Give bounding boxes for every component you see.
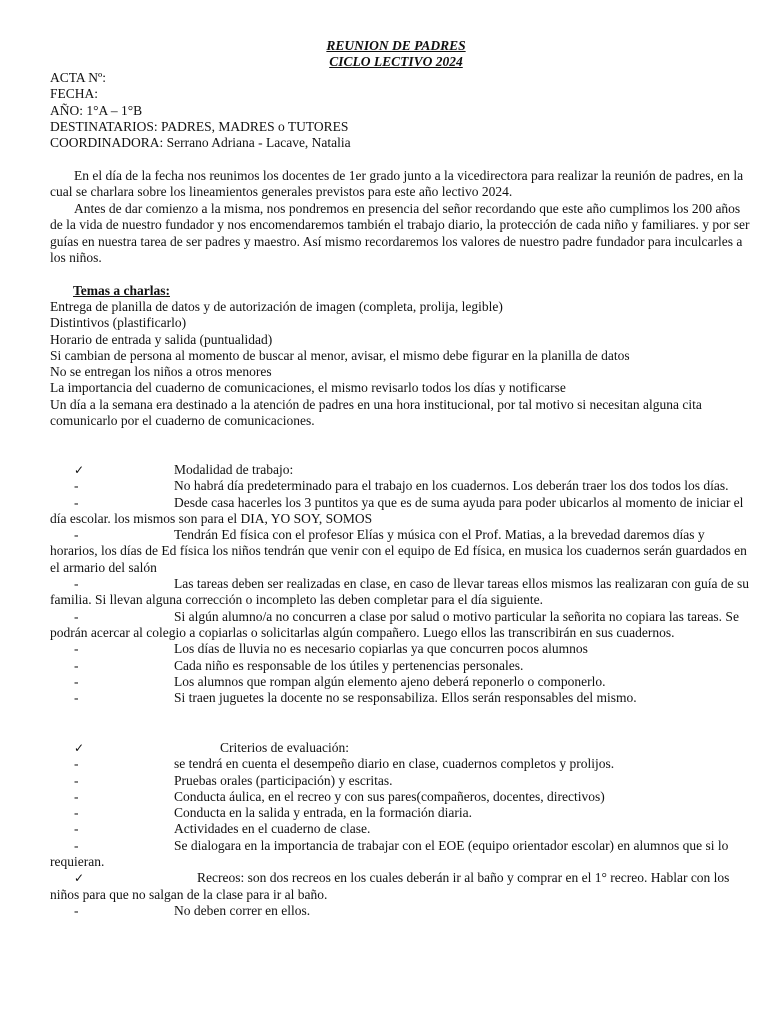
list-item: - se tendrá en cuenta el desempeño diario en clase, cuadernos completos y prolijos. [74,756,615,772]
dash-bullet: - [74,657,79,673]
recreos-row [50,870,750,903]
list-item: - Tendrán Ed física con el profesor Elías y música con el Prof. Matias, a la brevedad daremos días y horarios, los días de Ed física los niños tendrán que venir con el equipo de Ed física, en musica los cuadernos serán guardados en el armario del salón [50,527,747,575]
list-item: - Desde casa hacerles los 3 puntitos ya que es de suma ayuda para poder ubicarlos al momento de iniciar el día escolar. los mismos son para el DIA, YO SOY, SOMOS [50,494,744,526]
dash-bullet: - [74,690,79,706]
list-item: Entrega de planilla de datos y de autorización de imagen (completa, prolija, legible) [50,299,503,314]
dash-bullet: - [74,821,79,837]
list-item: - Si traen juguetes la docente no se responsabiliza. Ellos serán responsables del mismo. [74,690,637,706]
coordinators: COORDINADORA: Serrano Adriana - Lacave, Natalia [50,135,351,151]
modalidad-heading: Modalidad de trabajo: [174,462,294,477]
list-item: No se entregan los niños a otros menores [50,364,272,380]
check-mark-icon: ✓ [74,871,85,886]
list-item: - No deben correr en ellos. [74,902,311,918]
criterios-section [50,740,750,919]
grade-year: AÑO: 1°A – 1°B [50,102,143,118]
section-heading-row [50,462,750,478]
section-heading-row [50,740,750,756]
list-item: Si cambian de persona al momento de buscar al menor, avisar, el mismo debe figurar en la planilla de datos [50,347,630,363]
criterios-heading: Criterios de evaluación: [220,740,349,755]
intro-paragraph-2: Antes de dar comienzo a la misma, nos pondremos en presencia del señor recordando que este año cumplimos los 200 años de la vida de nuestro fundador y nos encomendaremos también el trabajo diario, la protección de cada niño y familiares. y por ser guías en nuestra tarea de ser padres y maestro. Así mismo recordaremos los valores de nuestro padre fundador para inculcarles a los niños. [50,201,750,265]
list-item: - Conducta en la salida y entrada, en la formación diaria. [74,805,473,821]
list-item: - Se dialogara en la importancia de trabajar con el EOE (equipo orientador escolar) en alumnos que si lo requieran. [50,837,729,870]
dash-bullet: - [74,527,79,543]
dash-bullet: - [74,608,79,624]
topics-heading: Temas a charlas: [73,283,170,298]
list-item: Horario de entrada y salida (puntualidad) [50,331,273,347]
dash-bullet: - [74,837,79,853]
recreos-text: Recreos: son dos recreos en los cuales deberán ir al baño y comprar en el 1° recreo. Hablar con los niños para que no salgan de la clase para ir al baño. [50,870,730,902]
list-item: - Actividades en el cuaderno de clase. [74,821,371,837]
list-item: Distintivos (plastificarlo) [50,315,187,331]
topics-list [50,299,750,429]
list-item: Un día a la semana era destinado a la atención de padres en una hora institucional, por tal motivo si necesitan alguna cita comunicarlo por el cuaderno de comunicaciones. [50,396,702,429]
acta-number: ACTA Nº: [50,70,106,85]
list-item: - Conducta áulica, en el recreo y con sus pares(compañeros, docentes, directivos) [74,788,605,804]
dash-bullet: - [74,772,79,788]
dash-bullet: - [74,576,79,592]
meeting-date: FECHA: [50,86,99,102]
dash-bullet: - [74,478,79,494]
list-item: - No habrá día predeterminado para el trabajo en los cuadernos. Los deberán traer los dos todos los días. [74,478,729,494]
dash-bullet: - [74,902,79,918]
dash-bullet: - [74,494,79,510]
modalidad-section [50,462,750,706]
list-item: La importancia del cuaderno de comunicaciones, el mismo revisarlo todos los días y notificarse [50,380,566,396]
dash-bullet: - [74,673,79,689]
list-item: - Los alumnos que rompan algún elemento ajeno deberá reponerlo o componerlo. [74,673,606,689]
check-mark-icon: ✓ [74,741,85,755]
recipients: DESTINATARIOS: PADRES, MADRES o TUTORES [50,118,349,134]
list-item: - Cada niño es responsable de los útiles y pertenencias personales. [74,657,524,673]
document-title: REUNION DE PADRES [326,38,466,53]
document-subtitle: CICLO LECTIVO 2024 [329,54,463,69]
dash-bullet: - [74,788,79,804]
dash-bullet: - [74,756,79,772]
list-item: - Las tareas deben ser realizadas en clase, en caso de llevar tareas ellos mismos las realizaran con guía de su familia. Si llevan alguna corrección o incompleto las deben completar para el día siguiente. [50,576,749,608]
dash-bullet: - [74,641,79,657]
dash-bullet: - [74,805,79,821]
list-item: - Si algún alumno/a no concurren a clase por salud o motivo particular la señorita no copiara las tareas. Se podrán acercar al colegio a copiarlas o solicitarlas algún compañero. Luego ellos las transcribirán en sus cuadernos. [50,608,739,640]
list-item: - Los días de lluvia no es necesario copiarlas ya que concurren pocos alumnos [74,641,588,657]
check-mark-icon: ✓ [74,463,85,477]
intro-paragraph-1: En el día de la fecha nos reunimos los docentes de 1er grado junto a la vicedirectora para realizar la reunión de padres, en la cual se charlara sobre los lineamientos generales previstos para este año lectivo 2024. [50,168,744,200]
meeting-header [50,70,750,151]
list-item: - Pruebas orales (participación) y escritas. [74,772,393,788]
